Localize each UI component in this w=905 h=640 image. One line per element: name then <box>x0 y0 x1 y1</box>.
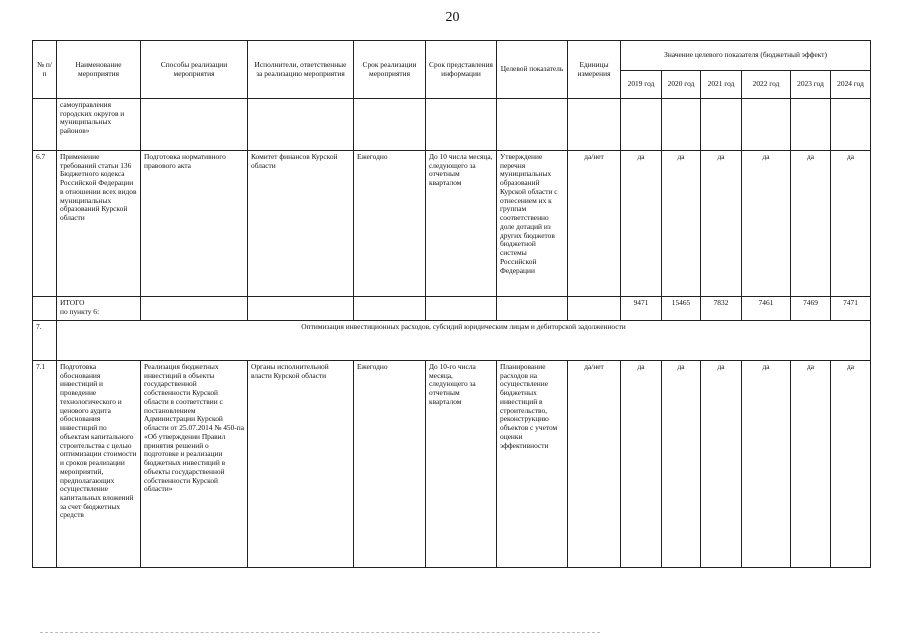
table-row-6-7 <box>33 151 871 297</box>
header-year: 2023 год <box>791 71 831 99</box>
cell-empty <box>742 99 791 151</box>
cell-no: 6.7 <box>33 151 57 297</box>
cell-methods: Реализация бюджетных инвестиций в объекты государственной собственности Курской области в соответствии с постановлением Администрации Курской области от 25.07.2014 № 450-па «Об утверждении Правил принятия решений о подготовке и реализации бюджетных инвестиций в объекты государственной собственности Курской области» <box>141 361 248 568</box>
header-row <box>33 41 871 71</box>
cell-empty <box>141 99 248 151</box>
header-units: Единицы измерения <box>568 41 621 99</box>
cell-empty <box>568 99 621 151</box>
cell-empty <box>141 297 248 321</box>
total-label: ИТОГО <box>60 298 85 307</box>
cell-empty <box>354 297 426 321</box>
cell-value: да <box>791 151 831 297</box>
cell-empty <box>791 99 831 151</box>
cell-empty <box>33 297 57 321</box>
cell-empty <box>426 297 497 321</box>
header-executors: Исполнители, ответственные за реализацию мероприятия <box>248 41 354 99</box>
cell-value: да <box>831 151 871 297</box>
header-year: 2022 год <box>742 71 791 99</box>
scan-artifact-line <box>40 632 600 634</box>
cell-methods: Подготовка нормативного правового акта <box>141 151 248 297</box>
measures-table <box>32 40 871 568</box>
cell-deadline: Ежегодно <box>354 151 426 297</box>
header-year: 2021 год <box>701 71 742 99</box>
cell-value: да <box>662 151 701 297</box>
cell-empty <box>568 297 621 321</box>
header-name: Наименование мероприятия <box>57 41 141 99</box>
cell-empty <box>662 99 701 151</box>
cell-reporting: До 10 числа месяца, следующего за отчетным кварталом <box>426 151 497 297</box>
cell-total-value: 15465 <box>662 297 701 321</box>
cell-empty <box>248 99 354 151</box>
cell-value: да <box>621 151 662 297</box>
header-methods: Способы реализации мероприятия <box>141 41 248 99</box>
header-target-value: Значение целевого показателя (бюджетный эффект) <box>621 41 871 71</box>
cell-total-value: 7461 <box>742 297 791 321</box>
cell-target: Планирование расходов на осуществление бюджетных инвестиций в строительство, реконструкцию объектов с учетом оценки эффективности <box>497 361 568 568</box>
cell-units: да/нет <box>568 361 621 568</box>
cell-reporting: До 10-го числа месяца, следующего за отчетным кварталом <box>426 361 497 568</box>
cell-empty <box>426 99 497 151</box>
cell-empty <box>831 99 871 151</box>
cell-value: да <box>791 361 831 568</box>
header-year: 2019 год <box>621 71 662 99</box>
cell-value: да <box>701 361 742 568</box>
cell-total-label <box>57 297 141 321</box>
cell-units: да/нет <box>568 151 621 297</box>
table-row-7-1 <box>33 361 871 568</box>
header-deadline: Срок реализации мероприятия <box>354 41 426 99</box>
cell-target: Утверждение перечня муниципальных образований Курской области с отнесением их к группам соответственно доле дотаций из других бюджетов бюджетной системы Российской Федерации <box>497 151 568 297</box>
header-no: № п/п <box>33 41 57 99</box>
cell-empty <box>33 99 57 151</box>
cell-deadline: Ежегодно <box>354 361 426 568</box>
table-row-continuation <box>33 99 871 151</box>
cell-value: да <box>621 361 662 568</box>
cell-total-value: 7469 <box>791 297 831 321</box>
cell-total-value: 7832 <box>701 297 742 321</box>
cell-value: да <box>742 361 791 568</box>
cell-value: да <box>662 361 701 568</box>
cell-no: 7.1 <box>33 361 57 568</box>
cell-empty <box>497 297 568 321</box>
cell-executors: Органы исполнительной власти Курской области <box>248 361 354 568</box>
cell-total-value: 7471 <box>831 297 871 321</box>
cell-empty <box>621 99 662 151</box>
cell-section-no: 7. <box>33 321 57 361</box>
cell-section-title: Оптимизация инвестиционных расходов, субсидий юридическим лицам и дебиторской задолженности <box>57 321 871 361</box>
cell-name: самоуправления городских округов и муниципальных районов» <box>57 99 141 151</box>
cell-name: Применение требований статьи 136 Бюджетного кодекса Российской Федерации в отношении всех видов муниципальных образований Курской области <box>57 151 141 297</box>
cell-total-value: 9471 <box>621 297 662 321</box>
total-sublabel: по пункту 6: <box>60 306 100 316</box>
cell-executors: Комитет финансов Курской области <box>248 151 354 297</box>
header-target: Целевой показатель <box>497 41 568 99</box>
cell-value: да <box>742 151 791 297</box>
cell-value: да <box>701 151 742 297</box>
page-number: 20 <box>445 10 460 25</box>
cell-value: да <box>831 361 871 568</box>
cell-empty <box>497 99 568 151</box>
cell-name: Подготовка обоснования инвестиций и проведение технологического и ценового аудита обоснования инвестиций по объектам капитального строительства с целью оптимизации стоимости и сроков реализации мероприятий, предполагающих осуществление капитальных вложений за счет бюджетных средств <box>57 361 141 568</box>
header-year: 2020 год <box>662 71 701 99</box>
cell-empty <box>248 297 354 321</box>
table-row-section-7 <box>33 321 871 361</box>
header-reporting: Срок представления информации <box>426 41 497 99</box>
table-row-total <box>33 297 871 321</box>
cell-empty <box>701 99 742 151</box>
header-year: 2024 год <box>831 71 871 99</box>
cell-empty <box>354 99 426 151</box>
